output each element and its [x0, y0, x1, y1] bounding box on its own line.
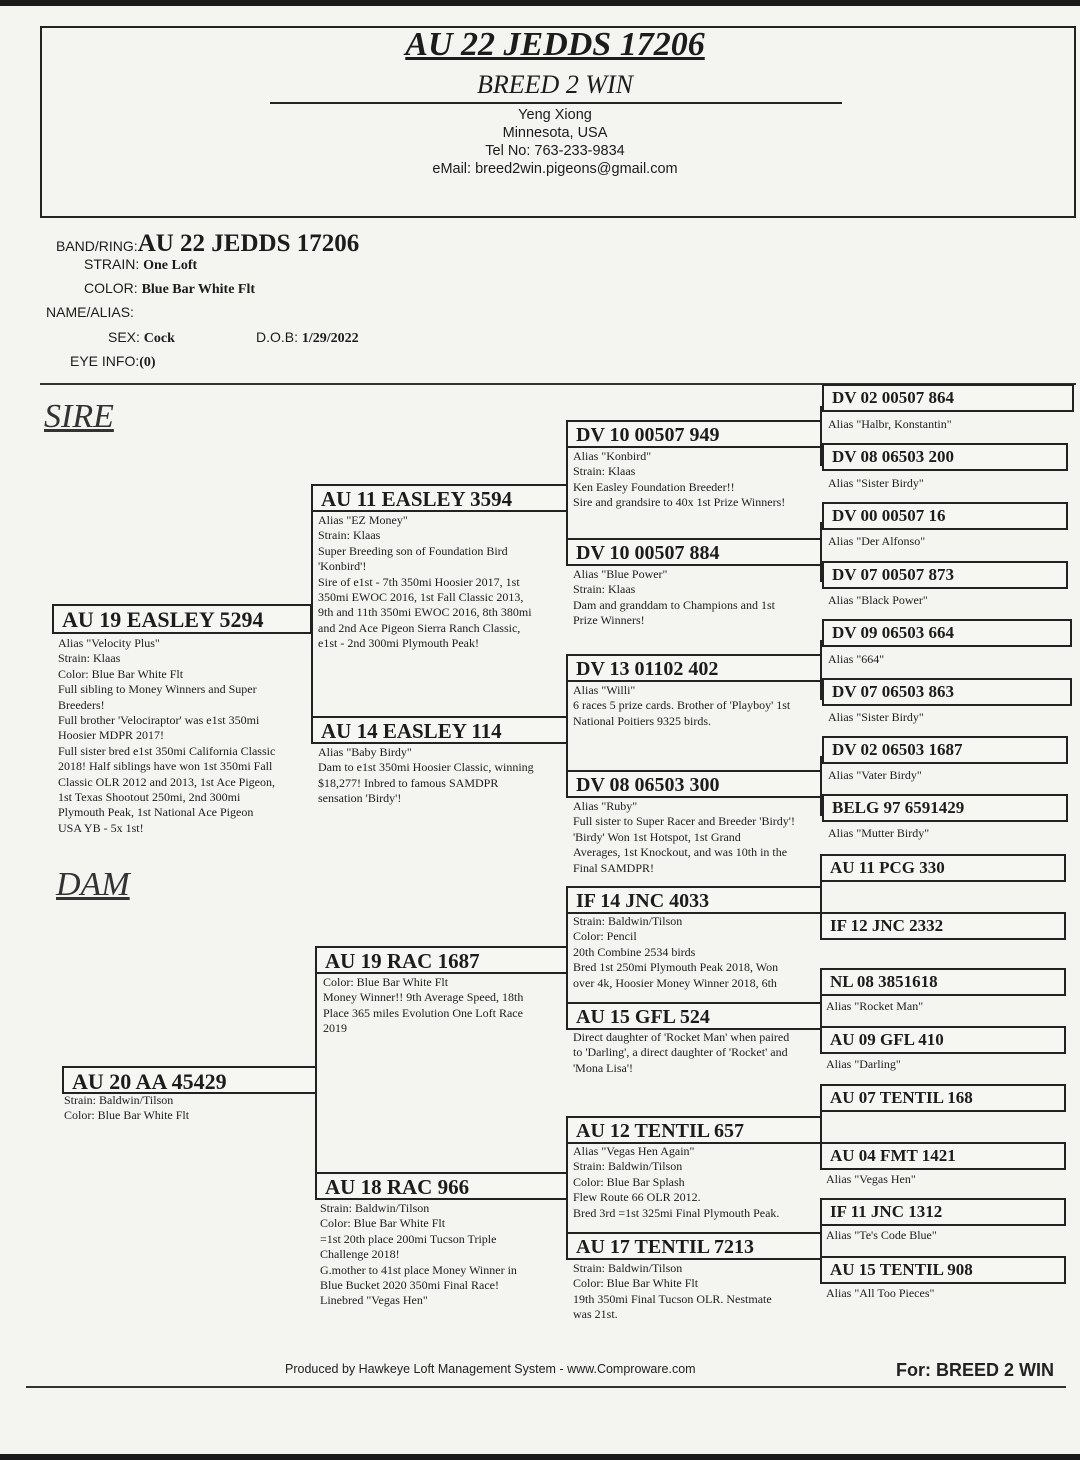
dam-sire-band: AU 19 RAC 1687 [325, 949, 480, 973]
dss-box [566, 886, 822, 914]
note-line: Money Winner!! 9th Average Speed, 18th [323, 990, 524, 1005]
gen4-alias: Alias "Vater Birdy" [828, 768, 922, 782]
gen4-box [822, 502, 1068, 530]
name-label: NAME/ALIAS: [46, 304, 134, 320]
strain-value: One Loft [143, 258, 198, 273]
ssd-notes [573, 567, 775, 629]
dss-band: IF 14 JNC 4033 [576, 890, 710, 912]
note-line: Sire and grandsire to 40x 1st Prize Winners! [573, 495, 786, 510]
note-line: sensation 'Birdy'! [318, 791, 402, 806]
note-line: Color: Blue Bar Splash [573, 1174, 685, 1189]
note-line: Color: Pencil [573, 929, 637, 944]
sire-dam-band: AU 14 EASLEY 114 [321, 719, 502, 743]
dsd-band: AU 15 GFL 524 [576, 1006, 710, 1028]
gen4-alias: Alias "Te's Code Blue" [826, 1228, 937, 1242]
dam-dam-notes [320, 1201, 517, 1309]
ddd-box [566, 1232, 822, 1260]
note-line: Super Breeding son of Foundation Bird [318, 543, 508, 558]
owner-phone: Tel No: 763-233-9834 [485, 143, 625, 159]
note-line: Strain: Baldwin/Tilson [573, 1261, 683, 1275]
sds-box [566, 654, 822, 682]
gen4-box [822, 736, 1068, 764]
gen4-alias: Alias "Sister Birdy" [828, 476, 924, 490]
gen4-band: AU 15 TENTIL 908 [830, 1260, 973, 1279]
note-line: e1st - 2nd 300mi Plymouth Peak! [318, 636, 479, 651]
dds-band: AU 12 TENTIL 657 [576, 1120, 745, 1142]
note-line: Hoosier MDPR 2017! [58, 728, 165, 743]
note-line: 350mi EWOC 2016, 1st Fall Classic 2013, [318, 590, 524, 605]
note-line: 1st Texas Shootout 250mi, 2nd 300mi [58, 790, 241, 805]
note-line: to 'Darling', a direct daughter of 'Rocket' and [573, 1045, 788, 1060]
gen4-band: DV 07 00507 873 [832, 565, 954, 584]
sire-dam-notes [318, 745, 534, 807]
sds-notes [573, 683, 790, 729]
gen4-alias: Alias "Rocket Man" [826, 999, 924, 1013]
dss-notes [573, 914, 778, 991]
sdd-box [566, 770, 822, 798]
note-line: Alias "Willi" [573, 683, 636, 697]
owner-email: eMail: breed2win.pigeons@gmail.com [432, 161, 678, 177]
note-line: 2019 [323, 1021, 347, 1036]
sire-sire-box [311, 484, 568, 512]
note-line: Full sister to Super Racer and Breeder 'Birdy'! [573, 814, 795, 829]
gen4-box [820, 1198, 1066, 1226]
sire-heading: SIRE [44, 398, 114, 435]
gen4-box [820, 854, 1066, 882]
note-line: Alias "Velocity Plus" [58, 636, 160, 650]
note-line: Dam to e1st 350mi Hoosier Classic, winning [318, 760, 534, 775]
note-line: Strain: Baldwin/Tilson [573, 1159, 683, 1174]
gen4-box [820, 1142, 1066, 1170]
gen4-band: AU 11 PCG 330 [830, 858, 945, 877]
note-line: USA YB - 5x 1st! [58, 820, 144, 835]
gen4-band: DV 02 00507 864 [832, 388, 954, 407]
dsd-box [566, 1002, 822, 1030]
gen4-box [820, 1256, 1066, 1284]
gen4-alias: Alias "Mutter Birdy" [828, 826, 930, 840]
strain-row [84, 256, 197, 274]
note-line: Bred 3rd =1st 325mi Final Plymouth Peak. [573, 1205, 780, 1220]
sdd-notes [573, 799, 795, 876]
gen4-band: DV 09 06503 664 [832, 623, 954, 642]
note-line: Prize Winners! [573, 613, 645, 628]
note-line: Place 365 miles Evolution One Loft Race [323, 1005, 523, 1020]
gen4-band: DV 08 06503 200 [832, 447, 954, 466]
dam-notes [64, 1093, 189, 1124]
sds-band: DV 13 01102 402 [576, 658, 719, 680]
gen4-alias: Alias "Vegas Hen" [826, 1172, 916, 1186]
note-line: $18,277! Inbred to famous SAMDPR [318, 775, 499, 790]
note-line: 'Konbird'! [318, 559, 367, 574]
gen4-band: IF 12 JNC 2332 [830, 916, 944, 935]
note-line: Alias "Vegas Hen Again" [573, 1144, 695, 1158]
note-line: over 4k, Hoosier Money Winner 2018, 6th [573, 975, 777, 990]
note-line: Alias "Baby Birdy" [318, 745, 412, 759]
note-line: Flew Route 66 OLR 2012. [573, 1190, 701, 1205]
sex-label: SEX: [108, 329, 140, 345]
note-line: Sire of e1st - 7th 350mi Hoosier 2017, 1st [318, 574, 520, 589]
sdd-band: DV 08 06503 300 [576, 774, 720, 796]
sss-notes [573, 449, 785, 511]
band-row [56, 230, 359, 258]
gen4-box [822, 561, 1068, 589]
gen4-box [820, 1026, 1066, 1054]
band-label: BAND/RING: [56, 238, 138, 254]
note-line: Dam and granddam to Champions and 1st [573, 597, 775, 612]
gen4-band: IF 11 JNC 1312 [830, 1202, 943, 1221]
note-line: Full brother 'Velociraptor' was e1st 350mi [58, 713, 260, 728]
dob-row [256, 329, 359, 347]
gen4-band: DV 00 00507 16 [832, 506, 946, 525]
note-line: Alias "EZ Money" [318, 513, 408, 527]
color-row [84, 280, 255, 298]
dam-band: AU 20 AA 45429 [72, 1069, 227, 1094]
gen4-alias: Alias "Der Alfonso" [828, 534, 926, 548]
gen4-band: DV 07 06503 863 [832, 682, 954, 701]
dob-value: 1/29/2022 [301, 331, 359, 346]
note-line: and 2nd Ace Pigeon Sierra Ranch Classic, [318, 620, 521, 635]
note-line: Plymouth Peak, 1st National Ace Pigeon [58, 805, 254, 820]
note-line: 6 races 5 prize cards. Brother of 'Playboy' 1st [573, 698, 791, 713]
dam-box [62, 1066, 317, 1094]
dob-label: D.O.B: [256, 329, 299, 345]
gen4-band: AU 04 FMT 1421 [830, 1146, 956, 1165]
pedigree-sheet [0, 6, 1080, 1454]
note-line: Strain: Baldwin/Tilson [64, 1093, 174, 1107]
gen4-alias: Alias "Sister Birdy" [828, 710, 924, 724]
sex-value: Cock [143, 331, 175, 346]
color-label: COLOR: [84, 280, 138, 296]
note-line: Alias "Ruby" [573, 799, 638, 813]
note-line: Color: Blue Bar White Flt [323, 975, 449, 989]
produced-by: Produced by Hawkeye Loft Management System - www.Comproware.com [285, 1362, 696, 1376]
gen4-box [820, 968, 1066, 996]
sss-band: DV 10 00507 949 [576, 424, 720, 446]
gen4-box [822, 794, 1068, 822]
dds-notes [573, 1144, 779, 1221]
gen4-alias: Alias "Halbr, Konstantin" [828, 417, 952, 431]
note-line: Bred 1st 250mi Plymouth Peak 2018, Won [573, 960, 779, 975]
note-line: =1st 20th place 200mi Tucson Triple [320, 1231, 497, 1246]
sss-box [566, 420, 822, 448]
dam-dam-box [315, 1172, 568, 1200]
note-line: Ken Easley Foundation Breeder!! [573, 479, 735, 494]
gen4-band: DV 02 06503 1687 [832, 740, 963, 759]
dam-sire-notes [323, 975, 523, 1037]
note-line: 19th 350mi Final Tucson OLR. Nestmate [573, 1291, 772, 1306]
note-line: Strain: Klaas [573, 464, 636, 479]
color-value: Blue Bar White Flt [141, 282, 256, 297]
gen4-box [822, 443, 1068, 471]
sire-band: AU 19 EASLEY 5294 [62, 607, 264, 632]
note-line: 'Mona Lisa'! [573, 1060, 633, 1075]
gen4-box [820, 1084, 1066, 1112]
note-line: Strain: Baldwin/Tilson [320, 1201, 430, 1215]
gen4-box [822, 678, 1072, 706]
ssd-band: DV 10 00507 884 [576, 542, 720, 564]
note-line: G.mother to 41st place Money Winner in [320, 1262, 517, 1277]
dsd-notes [573, 1030, 789, 1076]
gen4-box [822, 384, 1074, 412]
gen4-band: NL 08 3851618 [830, 972, 938, 991]
note-line: Strain: Klaas [58, 651, 121, 666]
note-line: Blue Bucket 2020 350mi Final Race! [320, 1278, 499, 1293]
note-line: Color: Blue Bar White Flt [64, 1108, 190, 1123]
footer-divider [26, 1386, 1066, 1388]
dam-sire-box [315, 946, 568, 974]
sex-row [108, 329, 175, 347]
gen4-alias: Alias "Darling" [826, 1057, 901, 1071]
note-line: 20th Combine 2534 birds [573, 944, 696, 959]
note-line: Direct daughter of 'Rocket Man' when paired [573, 1030, 790, 1044]
note-line: Strain: Klaas [318, 528, 381, 543]
eye-value: (0) [139, 355, 156, 370]
note-line: Challenge 2018! [320, 1247, 400, 1262]
sire-notes [58, 636, 275, 836]
gen4-box [822, 619, 1072, 647]
note-line: Full sibling to Money Winners and Super [58, 682, 257, 697]
band-value: AU 22 JEDDS 17206 [137, 230, 360, 257]
sire-dam-box [311, 716, 568, 744]
sire-box [52, 604, 312, 634]
sire-sire-notes [318, 513, 532, 652]
note-line: Final SAMDPR! [573, 860, 655, 875]
note-line: Strain: Klaas [573, 582, 636, 597]
gen4-band: AU 09 GFL 410 [830, 1030, 944, 1049]
eye-row [70, 353, 156, 371]
gen4-band: BELG 97 6591429 [832, 798, 965, 817]
note-line: Alias "Blue Power" [573, 567, 668, 581]
ssd-box [566, 538, 822, 566]
gen4-box [820, 912, 1066, 940]
note-line: Averages, 1st Knockout, and was 10th in the [573, 845, 788, 860]
note-line: Color: Blue Bar White Flt [320, 1216, 446, 1231]
ddd-notes [573, 1261, 772, 1323]
ddd-band: AU 17 TENTIL 7213 [576, 1236, 755, 1258]
strain-label: STRAIN: [84, 256, 140, 272]
note-line: 2018! Half siblings have won 1st 350mi Fall [58, 759, 273, 774]
note-line: Color: Blue Bar White Flt [58, 666, 184, 681]
sire-sire-band: AU 11 EASLEY 3594 [321, 487, 513, 511]
dam-dam-band: AU 18 RAC 966 [325, 1175, 470, 1199]
loft-name: BREED 2 WIN [477, 70, 633, 99]
gen4-band: AU 07 TENTIL 168 [830, 1088, 973, 1107]
owner-location: Minnesota, USA [502, 125, 608, 141]
note-line: Linebred "Vegas Hen" [320, 1293, 428, 1308]
note-line: Full sister bred e1st 350mi California Classic [58, 743, 276, 758]
note-line: Breeders! [58, 697, 105, 712]
note-line: Classic OLR 2012 and 2013, 1st Ace Pigeon, [58, 774, 275, 789]
gen4-alias: Alias "Black Power" [828, 593, 928, 607]
for-label: For: BREED 2 WIN [896, 1360, 1055, 1380]
note-line: Alias "Konbird" [573, 449, 652, 463]
dds-box [566, 1116, 822, 1144]
gen4-alias: Alias "All Too Pieces" [826, 1286, 935, 1300]
note-line: 'Birdy' Won 1st Hotspot, 1st Grand [573, 829, 741, 844]
gen4-alias: Alias "664" [828, 652, 885, 666]
note-line: Color: Blue Bar White Flt [573, 1276, 699, 1291]
note-line: Strain: Baldwin/Tilson [573, 914, 683, 928]
note-line: National Poitiers 9325 birds. [573, 713, 711, 728]
pedigree-title: AU 22 JEDDS 17206 [405, 26, 705, 63]
header-divider [270, 102, 842, 104]
note-line: 9th and 11th 350mi EWOC 2016, 8th 380mi [318, 605, 532, 620]
dam-heading: DAM [56, 866, 130, 903]
note-line: was 21st. [573, 1307, 618, 1322]
eye-label: EYE INFO: [70, 353, 140, 369]
owner-name: Yeng Xiong [518, 107, 592, 123]
